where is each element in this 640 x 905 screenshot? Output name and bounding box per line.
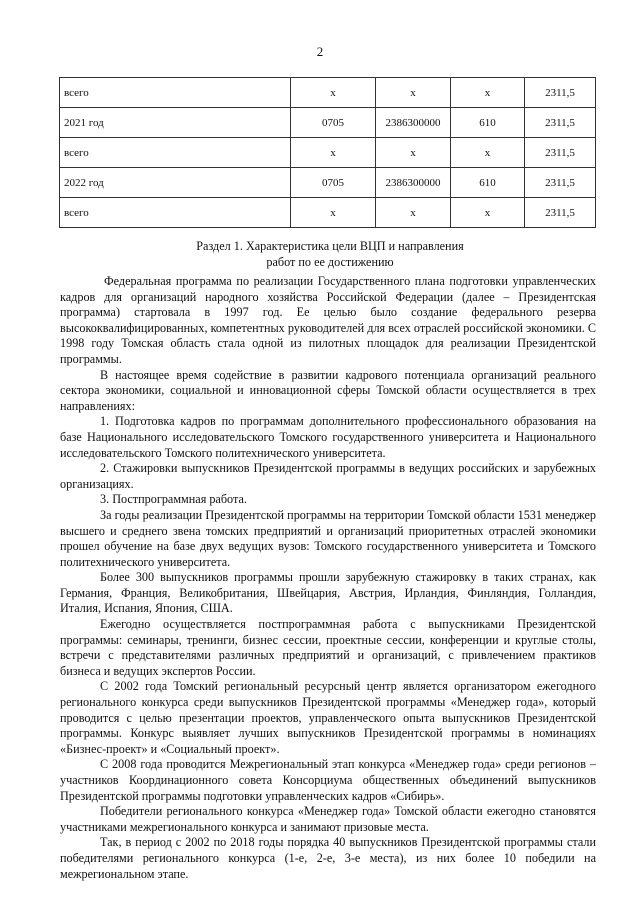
table-cell: x (376, 138, 451, 168)
table-cell: 2022 год (60, 168, 291, 198)
section-title-line: Раздел 1. Характеристика цели ВЦП и направления (196, 239, 464, 253)
table-cell: 0705 (291, 108, 376, 138)
paragraph: Более 300 выпускников программы прошли зарубежную стажировку в таких странах, как Германия, Франция, Великобритания, Швейцария, Австрия, Ирландия, Финляндия, Голландия, Италия, Испания, Япония, США. (60, 570, 596, 616)
table-cell: x (451, 138, 525, 168)
paragraph: Ежегодно осуществляется постпрограммная работа с выпускниками Президентской программы: семинары, тренинги, бизнес сессии, проектные сессии, конференции и круглые столы, встречи с представителями различных предприятий и организаций, с привлечением практиков бизнеса и ведущих экспертов России. (60, 617, 596, 678)
paragraph: Победители регионального конкурса «Менеджер года» Томской области ежегодно становятся участниками межрегионального конкурса и занимают призовые места. (60, 804, 596, 834)
budget-table (59, 77, 596, 228)
list-item: 3. Постпрограммная работа. (100, 492, 247, 507)
paragraph: Федеральная программа по реализации Государственного плана подготовки управленческих кадров для организаций народного хозяйства Российской Федерации (далее – Президентская программа) стартовала в 1997 год. Ее целью было создание федерального резерва высококвалифицированных, компетентных руководителей для всех отраслей российской экономики. С 1998 году Томская область стала одной из пилотных площадок для реализации Президентской программы. (60, 274, 596, 366)
table-cell: всего (60, 138, 291, 168)
table-cell: 2311,5 (525, 138, 596, 168)
table-cell: x (451, 198, 525, 228)
table-cell: 2311,5 (525, 168, 596, 198)
table-row (60, 198, 596, 228)
table-cell: 2021 год (60, 108, 291, 138)
table-row (60, 138, 596, 168)
table-cell: 2386300000 (376, 108, 451, 138)
list-item: 1. Подготовка кадров по программам дополнительного профессионального образования на базе Национального исследовательского Томского государственного университета и Национального исследовательского Томского политехнического университета. (60, 414, 596, 460)
table-cell: 2311,5 (525, 198, 596, 228)
table-row (60, 78, 596, 108)
table-cell: x (376, 78, 451, 108)
list-item: 2. Стажировки выпускников Президентской программы в ведущих российских и зарубежных организациях. (60, 461, 596, 491)
page-number: 2 (316, 44, 324, 59)
table-cell: 2386300000 (376, 168, 451, 198)
table-cell: 2311,5 (525, 78, 596, 108)
section-title-line: работ по ее достижению (266, 255, 394, 269)
table-cell: 610 (451, 108, 525, 138)
paragraph: За годы реализации Президентской программы на территории Томской области 1531 менеджер высшего и среднего звена томских предприятий и организаций приоритетных отраслей экономики прошел обучение на базе двух ведущих вузов: Томского государственного университета и Томского политехнического университета. (60, 507, 596, 569)
table-cell: x (291, 198, 376, 228)
table-cell: всего (60, 78, 291, 108)
table-row (60, 108, 596, 138)
paragraph: С 2002 года Томский региональный ресурсный центр является организатором ежегодного регионального конкурса среди выпускников Президентской программы «Менеджер года», который проводится с целью презентации проектов, управленческого опыта выпускников Президентской программы. Конкурс выявляет лучших выпускников Президентской программы в номинациях «Бизнес-проект» и «Социальный проект». (60, 679, 596, 756)
table-row (60, 168, 596, 198)
table-cell: 2311,5 (525, 108, 596, 138)
table-cell: x (376, 198, 451, 228)
section-heading (60, 238, 600, 270)
table-cell: x (291, 78, 376, 108)
paragraph: С 2008 года проводится Межрегиональный этап конкурса «Менеджер года» среди регионов – участников Координационного совета Консорциума общественных объединений выпускников Президентской программы подготовки управленческих кадров «Сибирь». (60, 757, 596, 803)
table-cell: x (291, 138, 376, 168)
paragraph: В настоящее время содействие в развитии кадрового потенциала организаций реального сектора экономики, социальной и инновационной сферы Томской области осуществляется в трех направлениях: (60, 367, 596, 413)
section-body (60, 274, 596, 882)
paragraph: Так, в период с 2002 по 2018 годы порядка 40 выпускников Президентской программы стали победителями регионального конкурса (1-е, 2-е, 3-е места), из них более 10 победили на межрегиональном этапе. (60, 835, 596, 881)
table-cell: 0705 (291, 168, 376, 198)
table-cell: всего (60, 198, 291, 228)
table-cell: 610 (451, 168, 525, 198)
table-cell: x (451, 78, 525, 108)
